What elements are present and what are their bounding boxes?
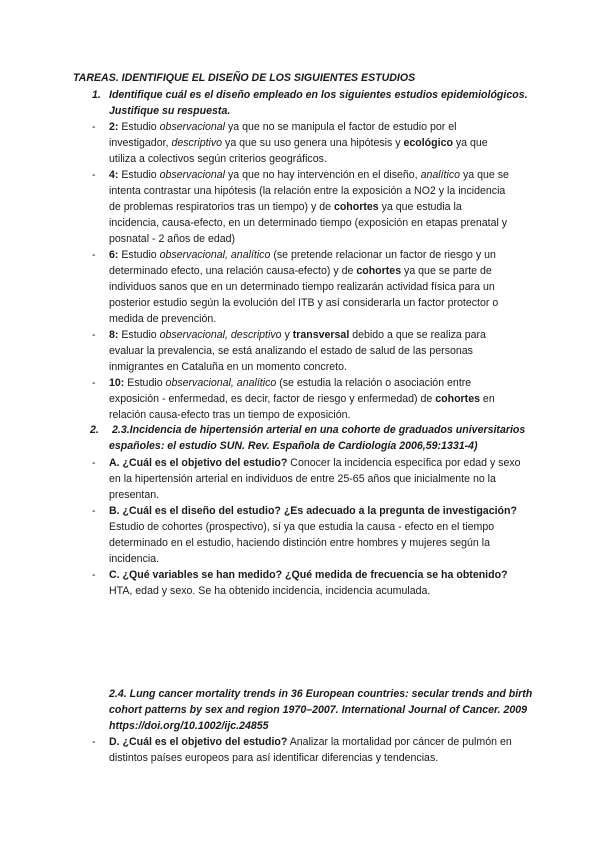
bold-text: cohortes [333,201,379,213]
q1-bullet-dash: - [92,249,96,261]
plain-text: de problemas respiratorios tras un tiempo) y de [109,201,334,213]
italic-text: descriptivo [171,137,223,149]
bold-text: 6: [109,249,119,261]
plain-text: incidencia, causa-efecto, en un determinado tiempo (exposición en etapas prenatal y [109,217,508,229]
q1-bullet-dash: - [92,121,96,133]
q1-item-3-line-1 [109,247,496,263]
q1-item-5-line-2 [109,391,495,407]
plain-text: posnatal - 2 años de edad) [109,233,236,245]
q1-item-4-line-3 [109,359,347,375]
q3-item-1-line-2 [109,750,438,766]
q3-title-line-1: 2.4. Lung cancer mortality trends in 36 European countries: secular trends and birth [109,688,533,700]
bold-text: transversal [292,329,350,341]
plain-text: posterior estudio según la evolución del ITB y así considerarla un factor protector o [109,297,499,309]
plain-text: ya que no hay intervención en el diseño, [225,169,421,181]
plain-text: presentan. [109,489,160,501]
q1-item-3-line-2 [109,263,492,279]
q1-item-1-line-1 [109,119,456,135]
q1-bullet-dash: - [92,329,96,341]
q3-title-line-3: https://doi.org/10.1002/ijc.24855 [109,720,269,732]
plain-text: debido a que se realiza para [349,329,486,341]
q1-item-5-line-1 [109,375,471,391]
plain-text: (se pretende relacionar un factor de riesgo y un [270,249,496,261]
q1-item-1-line-3 [109,151,327,167]
plain-text: en [479,393,495,405]
q2-item-2-line-3 [109,535,490,551]
q2-item-3-line-1 [109,567,508,583]
bold-text: D. ¿Cuál es el objetivo del estudio? [109,736,288,748]
bold-text: 2: [109,121,119,133]
italic-text: analítico [420,169,461,181]
q1-item-2-line-4 [109,215,507,231]
plain-text: ya que su uso genera una hipótesis y [222,137,404,149]
plain-text: Estudio [118,249,160,261]
italic-text: observacional, analítico [165,377,277,389]
plain-text: en la hipertensión arterial en individuos de entre 25-65 años que inicialmente no la [109,473,496,485]
q2-title-line-2: españoles: el estudio SUN. Rev. Española de Cardiología 2006,59:1331-4) [109,440,478,452]
plain-text: Estudio [118,169,160,181]
document-heading: TAREAS. IDENTIFIQUE EL DISEÑO DE LOS SIGUIENTES ESTUDIOS [73,72,416,84]
bold-text: B. ¿Cuál es el diseño del estudio? ¿Es adecuado a la pregunta de investigación? [109,505,517,517]
plain-text: Analizar la mortalidad por cáncer de pulmón en [287,736,512,748]
q2-bullet-dash: - [92,505,96,517]
bold-text: C. ¿Qué variables se han medido? ¿Qué medida de frecuencia se ha obtenido? [109,569,508,581]
bold-text: 8: [109,329,119,341]
italic-text: observacional [159,169,226,181]
plain-text: medida de prevención. [109,313,217,325]
bold-text: cohortes [435,393,480,405]
plain-text: evaluar la prevalencia, se está analizando el estado de salud de las personas [109,345,473,357]
plain-text: (se estudia la relación o asociación entre [276,377,472,389]
plain-text: ya que [452,137,488,149]
q1-item-2-line-3 [109,199,462,215]
q1-title-line-1: Identifique cuál es el diseño empleado en los siguientes estudios epidemiológicos. [109,89,528,101]
q1-item-2-line-1 [109,167,509,183]
plain-text: y [281,329,293,341]
plain-text: Estudio de cohortes (prospectivo), sí ya que estudia la causa - efecto en el tiempo [109,521,495,533]
q2-item-2-line-2 [109,519,494,535]
q3-title-line-2: cohort patterns by sex and region 1970–2007. International Journal of Cancer. 2009 [109,704,528,716]
italic-text: observacional [159,121,226,133]
q1-bullet-dash: - [92,169,96,181]
q1-item-3-line-4 [109,295,498,311]
bold-text: 4: [109,169,119,181]
q2-item-3-line-2 [109,583,430,599]
plain-text: ya que estudia la [378,201,462,213]
plain-text: Conocer la incidencia específica por edad y sexo [287,457,521,469]
plain-text: utiliza a colectivos según criterios geográficos. [109,153,327,165]
plain-text: inmigrantes en Cataluña en un momento concreto. [109,361,347,373]
plain-text: Estudio [118,121,160,133]
q3-item-1-line-1 [109,734,512,750]
q2-item-1-line-1 [109,455,521,471]
plain-text: distintos países europeos para así identificar diferencias y tendencias. [109,752,439,764]
q1-title-line-2: Justifique su respuesta. [109,105,231,117]
bold-text: ecológico [403,137,453,149]
plain-text: intenta contrastar una hipótesis (la relación entre la exposición a NO2 y la incidencia [109,185,506,197]
q1-number: 1. [92,89,101,101]
italic-text: observacional, analítico [159,249,271,261]
plain-text: HTA, edad y sexo. Se ha obtenido incidencia, incidencia acumulada. [109,585,431,597]
q1-item-3-line-5 [109,311,216,327]
italic-text: observacional, descriptivo [159,329,282,341]
q1-item-5-line-3 [109,407,350,423]
q3-bullet-dash: - [92,736,96,748]
q1-item-4-line-1 [109,327,486,343]
plain-text: individuos sanos que en un determinado tiempo realizarán actividad física para un [109,281,495,293]
q1-item-1-line-2 [109,135,488,151]
q1-item-3-line-3 [109,279,495,295]
q2-bullet-dash: - [92,457,96,469]
plain-text: incidencia. [109,553,160,565]
q2-item-1-line-3 [109,487,159,503]
plain-text: Estudio [118,329,160,341]
plain-text: investigador, [109,137,172,149]
q2-bullet-dash: - [92,569,96,581]
q2-title-line-1: 2.3.Incidencia de hipertensión arterial en una cohorte de graduados universitarios [112,424,526,436]
plain-text: ya que se [460,169,509,181]
plain-text: relación causa-efecto tras un tiempo de exposición. [109,409,351,421]
q1-item-2-line-2 [109,183,505,199]
plain-text: exposición - enfermedad, es decir, factor de riesgo y enfermedad) de [109,393,436,405]
plain-text: Estudio [124,377,166,389]
q2-item-2-line-1 [109,503,517,519]
plain-text: ya que se parte de [401,265,492,277]
plain-text: ya que no se manipula el factor de estudio por el [225,121,457,133]
bold-text: cohortes [356,265,402,277]
plain-text: determinado en el estudio, haciendo distinción entre hombres y mujeres según la [109,537,491,549]
q2-item-1-line-2 [109,471,496,487]
plain-text: determinado efecto, una relación causa-efecto) y de [109,265,357,277]
q1-bullet-dash: - [92,377,96,389]
q2-number: 2. [90,424,99,436]
q1-item-4-line-2 [109,343,473,359]
q1-item-2-line-5 [109,231,235,247]
bold-text: A. ¿Cuál es el objetivo del estudio? [109,457,288,469]
bold-text: 10: [109,377,125,389]
q2-item-2-line-4 [109,551,159,567]
